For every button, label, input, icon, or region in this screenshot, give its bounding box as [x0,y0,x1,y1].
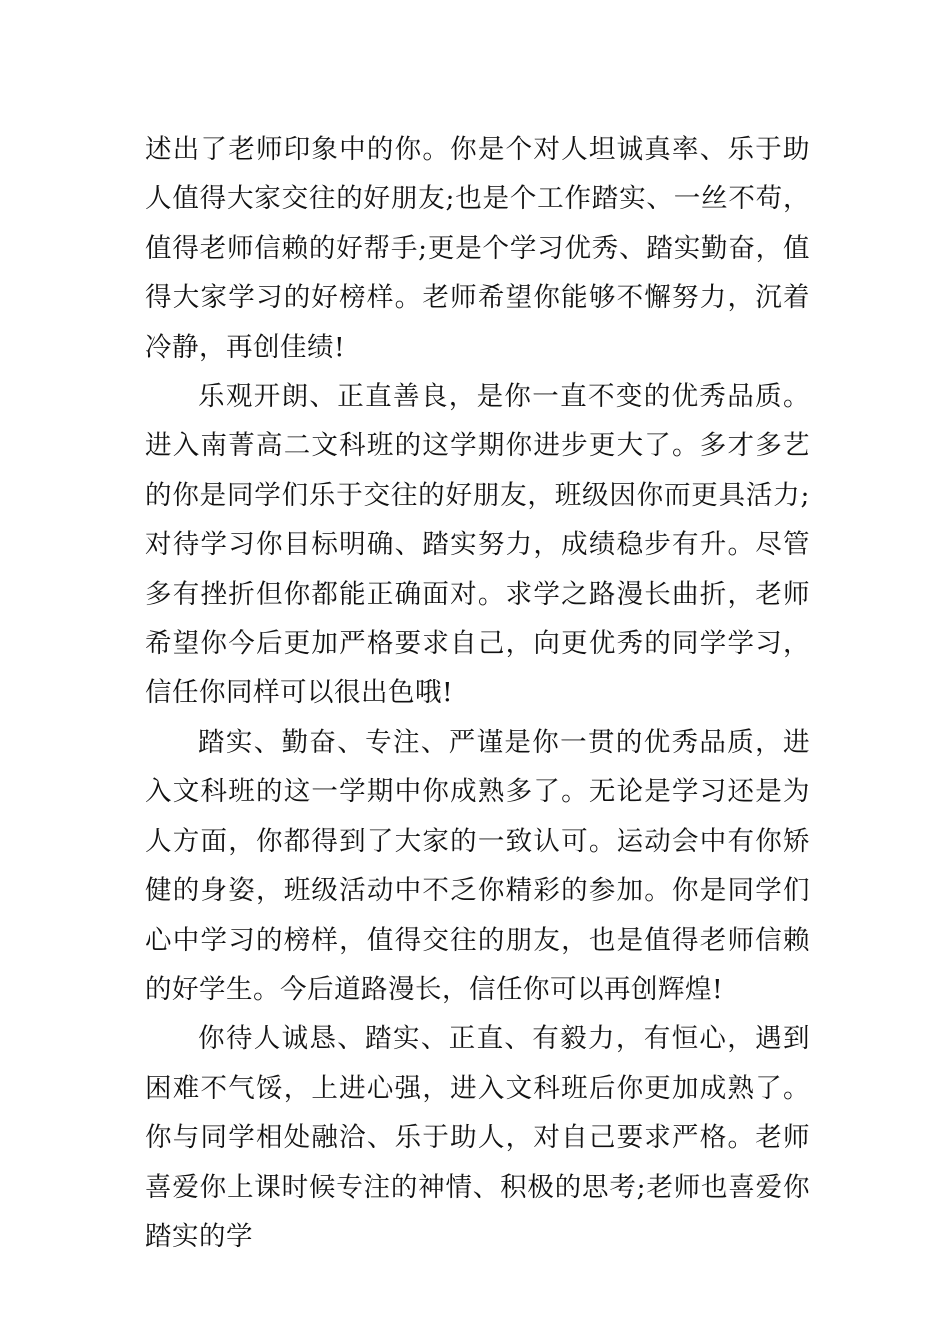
paragraph-4: 你待人诚恳、踏实、正直、有毅力，有恒心，遇到困难不气馁，上进心强，进入文科班后你更加成熟了。你与同学相处融洽、乐于助人，对自己要求严格。老师喜爱你上课时候专注的神情、积极的思考;老师也喜爱你踏实的学 [145,1023,810,1252]
paragraph-continuation: 述出了老师印象中的你。你是个对人坦诚真率、乐于助人值得大家交往的好朋友;也是个工作踏实、一丝不苟，值得老师信赖的好帮手;更是个学习优秀、踏实勤奋，值得大家学习的好榜样。老师希望你能够不懈努力，沉着冷静，再创佳绩! [145,134,810,363]
paragraph-2: 乐观开朗、正直善良，是你一直不变的优秀品质。进入南菁高二文科班的这学期你进步更大了。多才多艺的你是同学们乐于交往的好朋友，班级因你而更具活力;对待学习你目标明确、踏实努力，成绩稳步有升。尽管多有挫折但你都能正确面对。求学之路漫长曲折，老师希望你今后更加严格要求自己，向更优秀的同学学习，信任你同样可以很出色哦! [145,381,810,709]
document-body [145,125,810,1261]
paragraph-3: 踏实、勤奋、专注、严谨是你一贯的优秀品质，进入文科班的这一学期中你成熟多了。无论是学习还是为人方面，你都得到了大家的一致认可。运动会中有你矫健的身姿，班级活动中不乏你精彩的参加。你是同学们心中学习的榜样，值得交往的朋友，也是值得老师信赖的好学生。今后道路漫长，信任你可以再创辉煌! [145,726,810,1005]
